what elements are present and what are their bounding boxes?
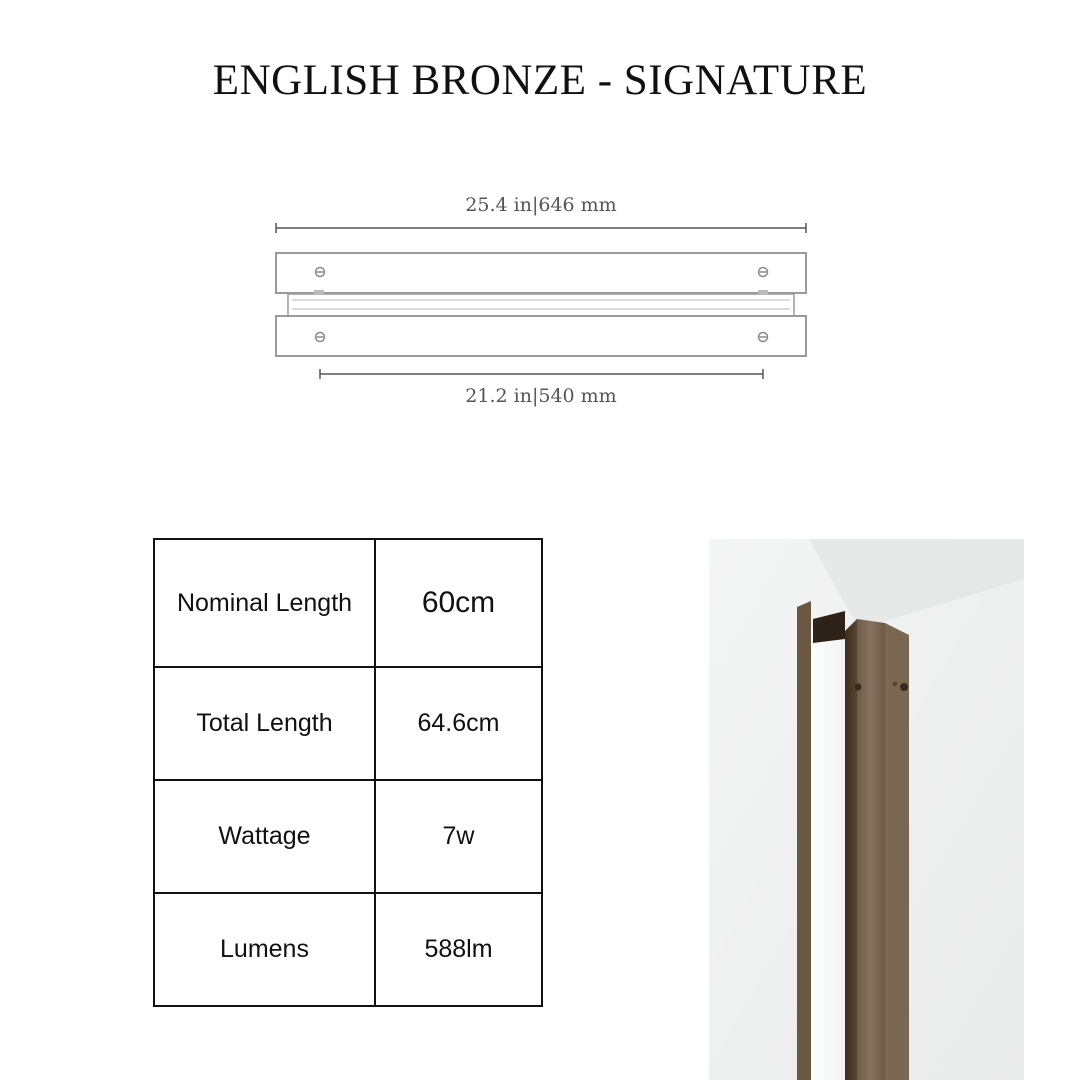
top-dimension-line <box>276 223 806 233</box>
spec-value: 64.6cm <box>375 667 542 780</box>
spec-label: Total Length <box>154 667 375 780</box>
wall-light-image <box>709 539 1024 1080</box>
bottom-dimension-line <box>320 369 763 379</box>
spec-value: 588lm <box>375 893 542 1006</box>
page-title: ENGLISH BRONZE - SIGNATURE <box>212 57 868 104</box>
table-row <box>154 667 542 780</box>
dimension-diagram <box>0 0 1080 480</box>
spec-label: Lumens <box>154 893 375 1006</box>
spec-label: Nominal Length <box>154 539 375 667</box>
spec-value: 60cm <box>375 539 542 667</box>
table-row <box>154 539 542 667</box>
specs-table <box>153 538 543 1007</box>
bottom-plate <box>276 316 806 356</box>
product-photo <box>709 539 1024 1080</box>
top-plate <box>276 253 806 293</box>
bottom-dimension-label: 21.2 in|540 mm <box>465 385 617 407</box>
table-row <box>154 893 542 1006</box>
top-dimension-label: 25.4 in|646 mm <box>465 194 617 216</box>
table-row <box>154 780 542 893</box>
spec-value: 7w <box>375 780 542 893</box>
spec-label: Wattage <box>154 780 375 893</box>
